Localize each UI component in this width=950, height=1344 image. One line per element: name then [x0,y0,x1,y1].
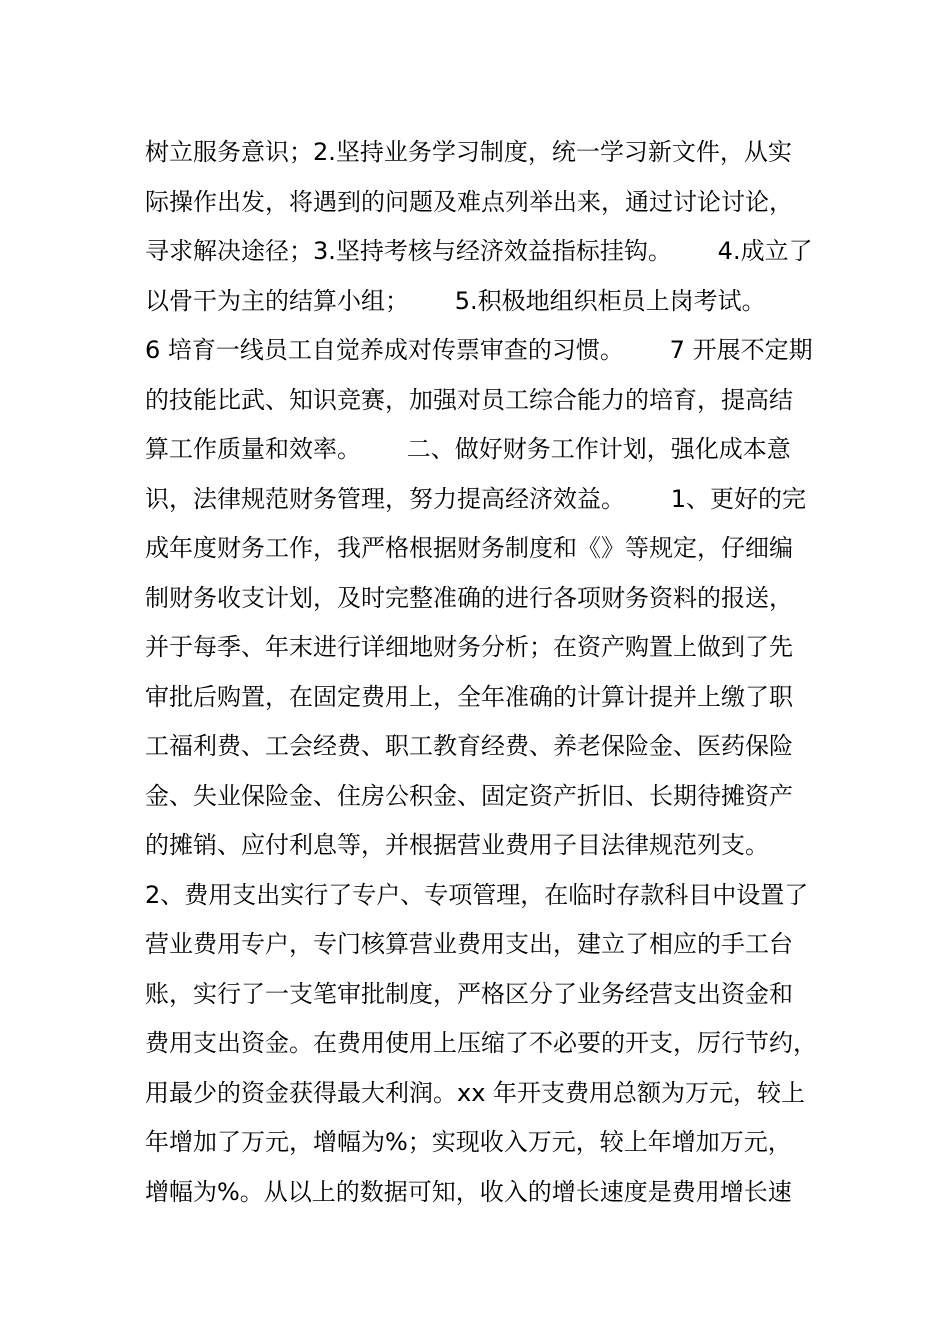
body-text [145,128,825,1217]
text-line: 算工作质量和效率。 二、做好财务工作计划，强化成本意 [145,435,791,463]
text-line: 年增加了万元，增幅为%；实现收入万元，较上年增加万元， [145,1128,792,1156]
text-line: 费用支出资金。在费用使用上压缩了不必要的开支，厉行节约， [145,1029,817,1057]
text-line: 成年度财务工作，我严格根据财务制度和《》等规定，仔细编 [145,534,793,562]
text-line: 制财务收支计划，及时完整准确的进行各项财务资料的报送， [145,583,793,612]
text-line: 识，法律规范财务管理，努力提高经济效益。 1、更好的完 [145,484,807,513]
text-line: 金、失业保险金、住房公积金、固定资产折旧、长期待摊资产 [145,781,793,810]
text-line: 际操作出发，将遇到的问题及难点列举出来，通过讨论讨论， [145,187,793,216]
text-line: 以骨干为主的结算小组； 5.积极地组织柜员上岗考试。 [145,286,766,315]
text-line: 增幅为%。从以上的数据可知，收入的增长速度是费用增长速 [145,1177,792,1206]
text-line: 并于每季、年末进行详细地财务分析；在资产购置上做到了先 [145,633,793,661]
text-line: 2、费用支出实行了专户、专项管理，在临时存款科目中设置了 [145,880,809,909]
text-line: 营业费用专户，专门核算营业费用支出，建立了相应的手工台 [145,930,793,958]
text-line: 的技能比武、知识竞赛，加强对员工综合能力的培育，提高结 [145,385,793,414]
text-line: 树立服务意识；2.坚持业务学习制度，统一学习新文件，从实 [145,138,792,166]
text-line: 工福利费、工会经费、职工教育经费、养老保险金、医药保险 [145,732,793,760]
text-line: 寻求解决途径；3.坚持考核与经济效益指标挂钩。 4.成立了 [145,237,813,265]
text-line: 6 培育一线员工自觉养成对传票审查的习惯。 7 开展不定期 [145,336,813,364]
text-line: 审批后购置，在固定费用上，全年准确的计算计提并上缴了职 [145,682,793,711]
text-line: 的摊销、应付利息等，并根据营业费用子目法律规范列支。 [145,831,769,859]
text-line: 账，实行了一支笔审批制度，严格区分了业务经营支出资金和 [145,979,793,1008]
text-line: 用最少的资金获得最大利润。xx 年开支费用总额为万元，较上 [145,1078,806,1107]
